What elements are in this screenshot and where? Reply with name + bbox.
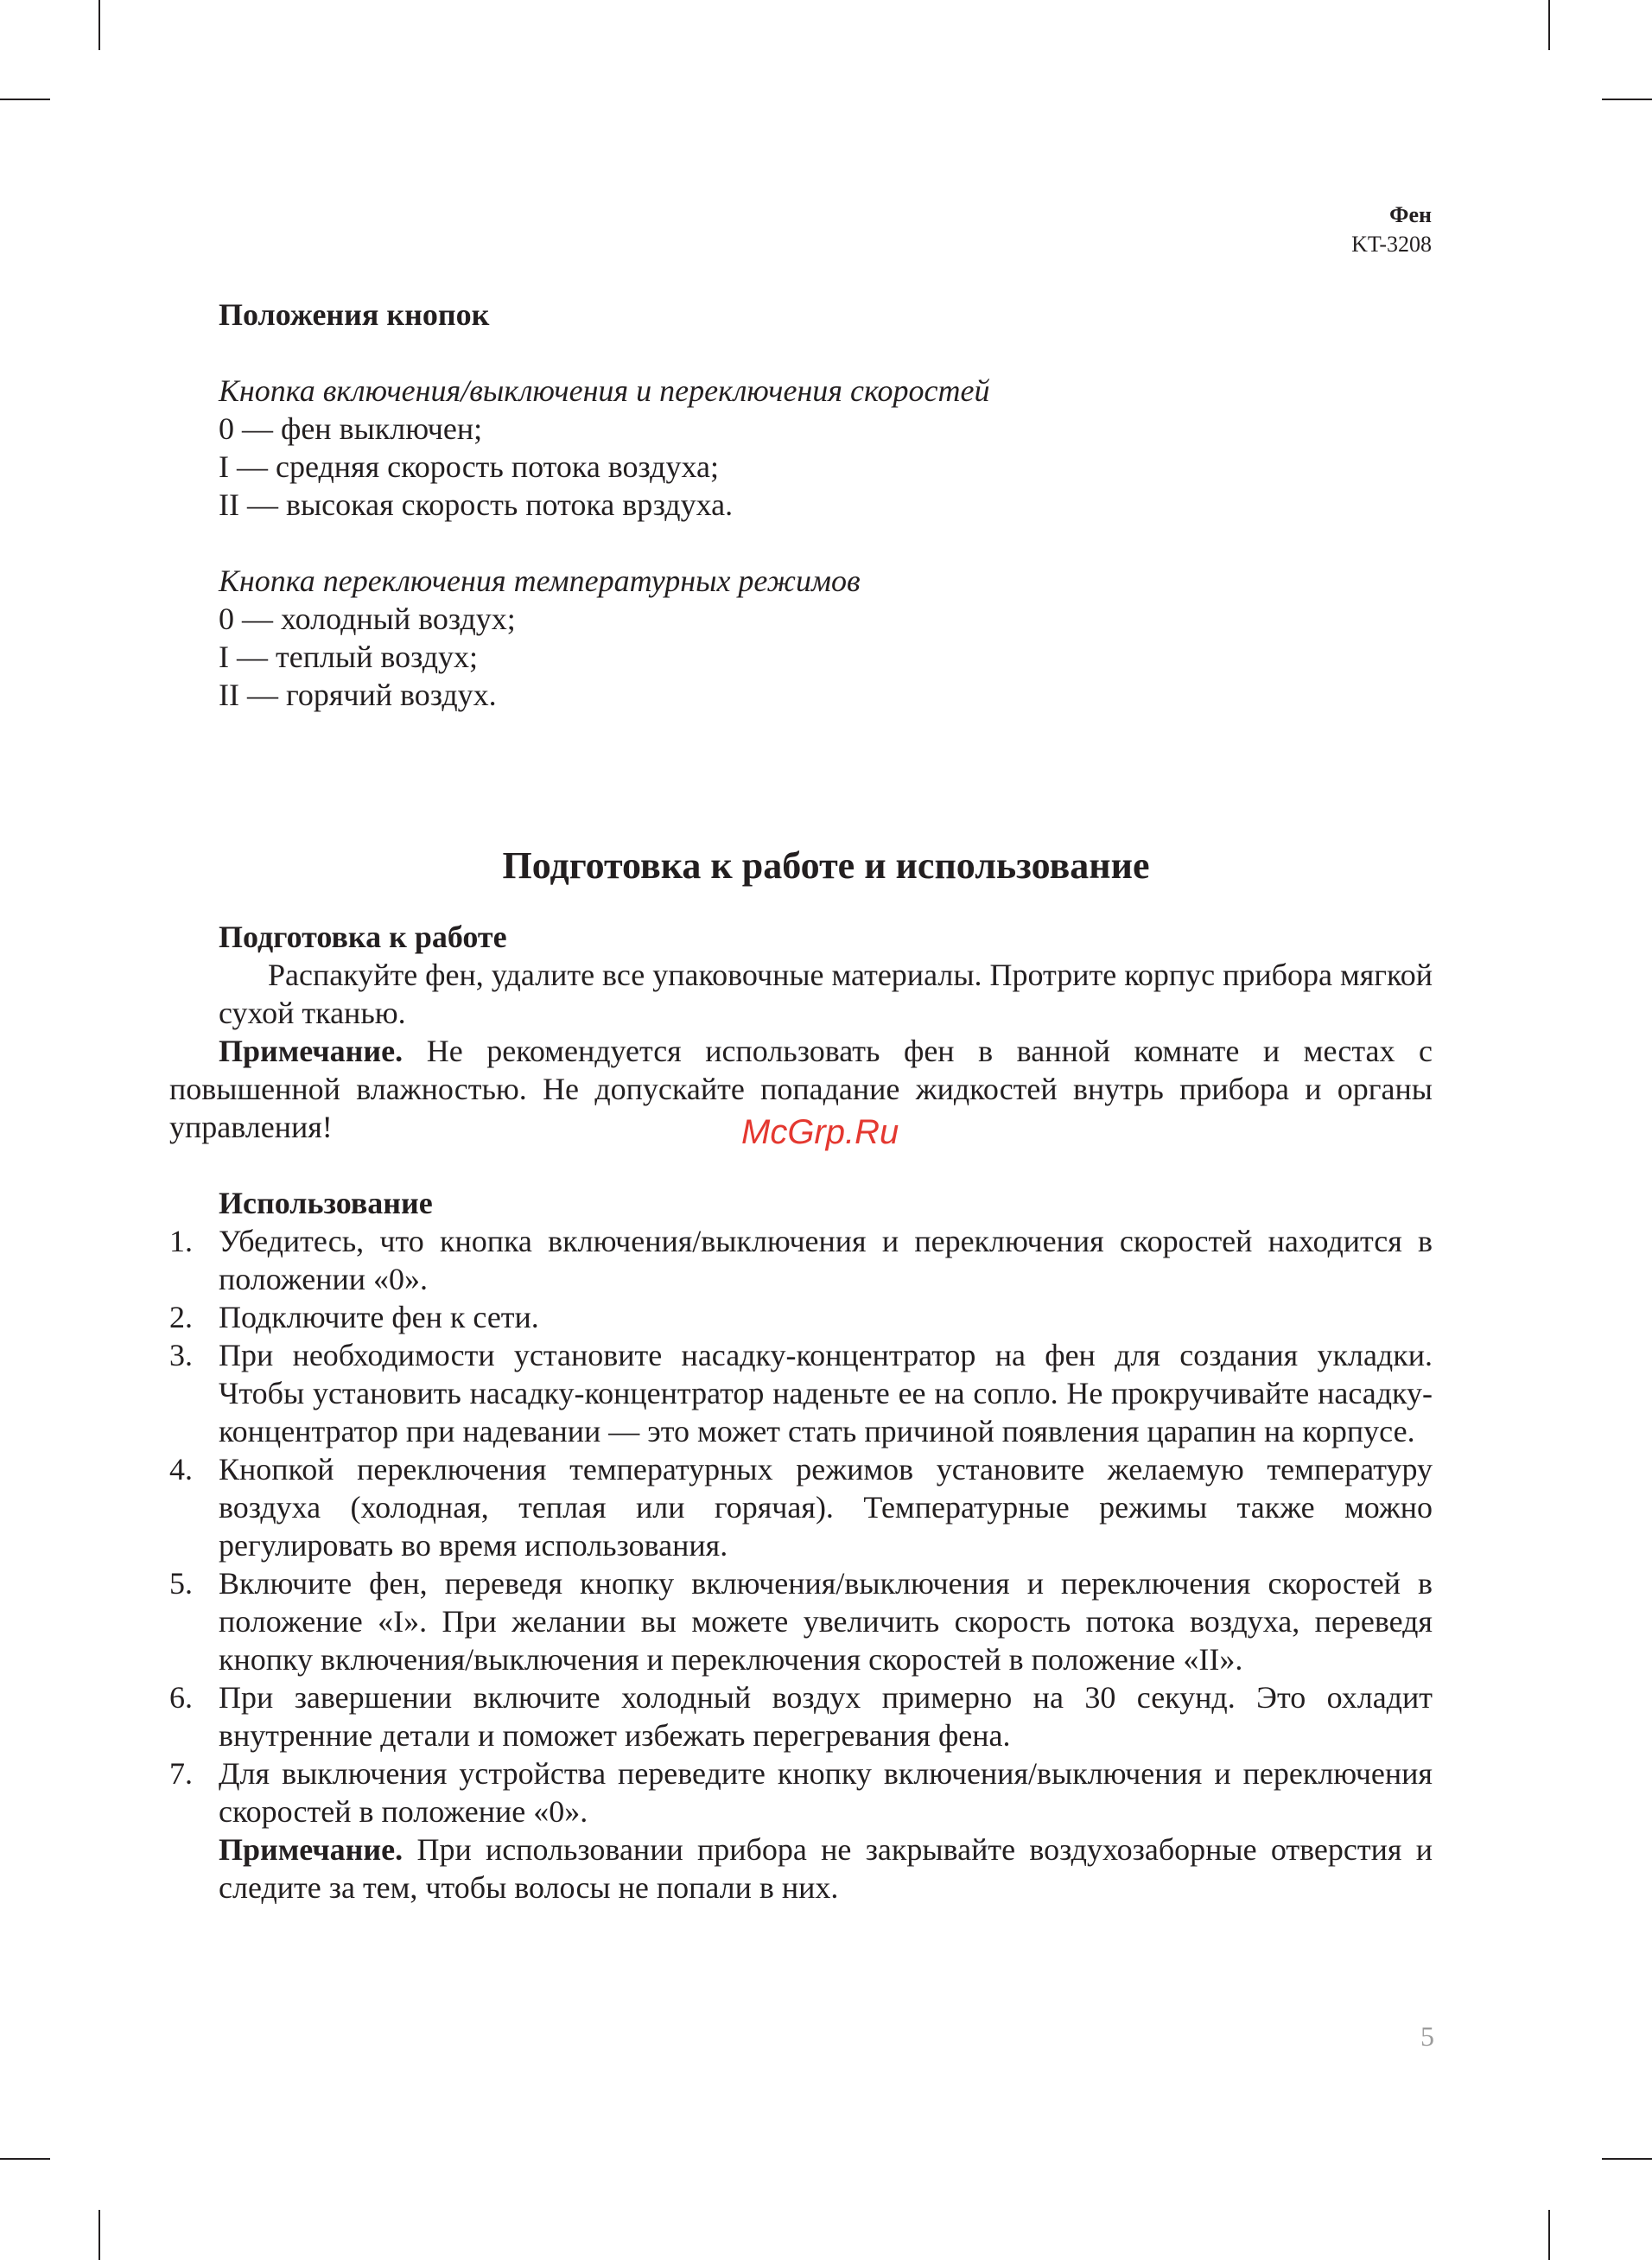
- crop-mark: [1548, 0, 1550, 50]
- step-text: Кнопкой переключения температурных режимов установите желаемую температуру воздуха (холодная, теплая или горячая). Температурные режимы также можно регулировать во время использования.: [219, 1452, 1433, 1563]
- crop-mark: [0, 2158, 50, 2160]
- crop-mark: [98, 2210, 100, 2260]
- crop-mark: [1602, 2158, 1652, 2160]
- step-number: 5.: [169, 1566, 193, 1601]
- list-item: [169, 1336, 1433, 1450]
- usage-note: [169, 1830, 1433, 1907]
- step-text: При необходимости установите насадку-концентратор на фен для создания укладки. Чтобы установить насадку-концентратор наденьте ее на сопло. Не прокручивайте насадку-концентратор при надевании — это может стать причиной появления царапин на корпусе.: [219, 1338, 1433, 1448]
- list-item: I — средняя скорость потока воздуха;: [219, 449, 719, 484]
- crop-mark: [98, 0, 100, 50]
- list-item: [169, 1450, 1433, 1564]
- section-title: Подготовка к работе и использование: [502, 844, 1150, 887]
- step-text: Убедитесь, что кнопка включения/выключения и переключения скоростей находится в положении «0».: [219, 1224, 1433, 1296]
- step-text: Для выключения устройства переведите кнопку включения/выключения и переключения скоростей в положение «0».: [219, 1756, 1433, 1829]
- preparation-heading: Подготовка к работе: [219, 920, 507, 954]
- list-item: [169, 1678, 1433, 1754]
- step-text: Включите фен, переведя кнопку включения/выключения и переключения скоростей в положение «I». При желании вы можете увеличить скорость потока воздуха, переведя кнопку включения/выключения и переключения скоростей в положение «II».: [219, 1566, 1433, 1677]
- list-item: II — высокая скорость потока врздуха.: [219, 487, 734, 522]
- step-text: Подключите фен к сети.: [219, 1300, 539, 1334]
- note-label: Примечание.: [219, 1034, 403, 1068]
- step-number: 2.: [169, 1300, 193, 1334]
- crop-mark: [1602, 99, 1652, 100]
- note-text: При использовании прибора не закрывайте воздухозаборные отверстия и следите за тем, чтобы волосы не попали в них.: [219, 1832, 1433, 1905]
- power-button-group: [219, 372, 1433, 524]
- list-item: [169, 1222, 1433, 1298]
- power-button-label: Кнопка включения/выключения и переключения скоростей: [219, 373, 990, 408]
- crop-mark: [0, 99, 50, 100]
- usage-steps: [169, 1222, 1433, 1830]
- step-number: 4.: [169, 1452, 193, 1487]
- list-item: 0 — фен выключен;: [219, 411, 483, 446]
- watermark: McGrp.Ru: [741, 1113, 899, 1151]
- step-text: При завершении включите холодный воздух примерно на 30 секунд. Это охладит внутренние детали и поможет избежать перегревания фена.: [219, 1680, 1433, 1753]
- list-item: II — горячий воздух.: [219, 678, 497, 712]
- running-head: [1351, 201, 1432, 259]
- list-item: [169, 1754, 1433, 1830]
- step-number: 3.: [169, 1338, 193, 1372]
- preparation-paragraph: Распакуйте фен, удалите все упаковочные материалы. Протрите корпус прибора мягкой сухой тканью.: [219, 958, 1433, 1030]
- step-number: 6.: [169, 1680, 193, 1715]
- page-content: [169, 296, 1433, 1907]
- product-model: KT-3208: [1351, 232, 1432, 257]
- list-item: I — теплый воздух;: [219, 640, 479, 674]
- usage-heading: Использование: [219, 1186, 433, 1220]
- note-text: Не рекомендуется использовать фен в ванной комнате и местах с повышенной влажностью. Не допускайте попадание жидкостей внутрь прибора и органы управления!: [169, 1034, 1433, 1144]
- buttons-heading: Положения кнопок: [219, 297, 490, 332]
- list-item: 0 — холодный воздух;: [219, 602, 516, 636]
- product-title: Фен: [1389, 202, 1432, 227]
- crop-mark: [1548, 2210, 1550, 2260]
- temperature-button-label: Кнопка переключения температурных режимов: [219, 563, 861, 598]
- temperature-button-group: [219, 562, 1433, 714]
- step-number: 1.: [169, 1224, 193, 1258]
- note-label: Примечание.: [219, 1832, 403, 1867]
- list-item: [169, 1564, 1433, 1678]
- page-number: 5: [1420, 2021, 1434, 2052]
- list-item: [169, 1298, 1433, 1336]
- step-number: 7.: [169, 1756, 193, 1791]
